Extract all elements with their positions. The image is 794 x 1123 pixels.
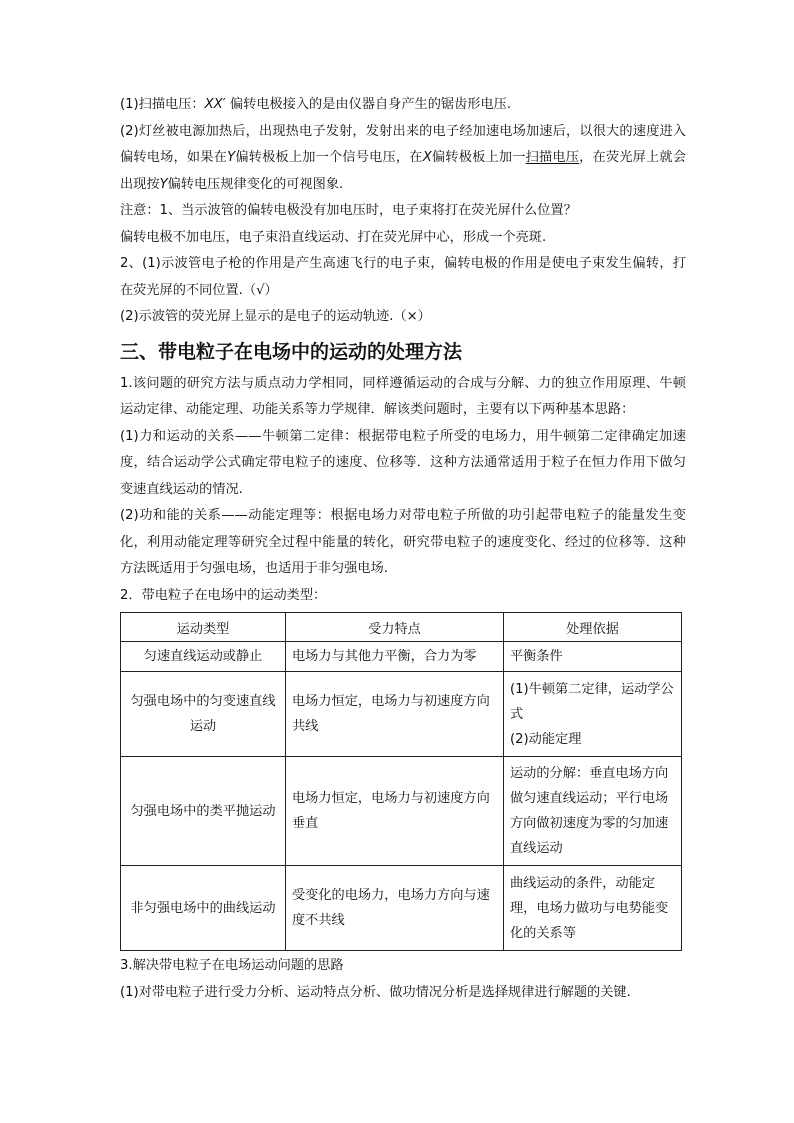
paragraph-judge-1: 2、(1)示波管电子枪的作用是产生高速飞行的电子束，偏转电极的作用是使电子束发生偏转，打在荧光屏的不同位置.（√） [120, 256, 686, 298]
cell-basis: 曲线运动的条件，动能定理，电场力做功与电势能变化的关系等 [504, 866, 682, 951]
paragraph-method: 1.该问题的研究方法与质点动力学相同，同样遵循运动的合成与分解、力的独立作用原理、牛顿运动定律、动能定理、功能关系等力学规律．解该类问题时，主要有以下两种基本思路： [120, 375, 686, 417]
header-cell: 处理依据 [504, 613, 682, 642]
table-row [121, 642, 682, 672]
text: 偏转电压规律变化的可视图象. [167, 176, 344, 192]
paragraph-answer: 偏转电极不加电压，电子束沿直线运动、打在荧光屏中心，形成一个亮斑. [120, 229, 547, 245]
paragraph-approach-1: (1)对带电粒子进行受力分析、运动特点分析、做功情况分析是选择规律进行解题的关键. [120, 984, 631, 1000]
cell-force: 受变化的电场力，电场力方向与速度不共线 [286, 866, 504, 951]
paragraph-filament [120, 119, 686, 199]
table-header-row [121, 613, 682, 642]
cell-type: 非匀强电场中的曲线运动 [121, 866, 286, 951]
section-heading: 三、带电粒子在电场中的运动的处理方法 [120, 340, 463, 363]
cell-type: 匀速直线运动或静止 [121, 642, 286, 672]
paragraph-note: 注意：1、当示波管的偏转电极没有加电压时，电子束将打在荧光屏什么位置？ [120, 203, 577, 218]
paragraph-approach-title: 3.解决带电粒子在电场运动问题的思路 [120, 958, 344, 973]
basis-line: (1)牛顿第二定律，运动学公式 [510, 681, 674, 722]
paragraph-judge-2: (2)示波管的荧光屏上显示的是电子的运动轨迹.（×） [120, 309, 431, 324]
paragraph-work-energy: (2)功和能的关系——动能定理等：根据电场力对带电粒子所做的功引起带电粒子的能量发生变化，利用动能定理等研究全过程中能量的转化，研究带电粒子的速度变化、经过的位移等．这种方法既适用于匀强电场，也适用于非匀强电场. [120, 508, 686, 576]
cell-basis: 平衡条件 [504, 642, 682, 672]
cell-basis: 运动的分解：垂直电场方向做匀速直线运动；平行电场方向做初速度为零的匀加速直线运动 [504, 757, 682, 866]
cell-force: 电场力与其他力平衡，合力为零 [286, 642, 504, 672]
text: ，在荧光屏上就会出现按 [120, 150, 687, 192]
paragraph-scan-voltage [120, 92, 686, 119]
table-row [121, 757, 682, 866]
symbol-x: X [422, 150, 432, 165]
table-row [121, 866, 682, 951]
symbol-y: Y [159, 176, 168, 192]
cell-force: 电场力恒定，电场力与初速度方向垂直 [286, 757, 504, 866]
document-content [120, 92, 686, 1006]
text: (1)扫描电压： [120, 97, 205, 112]
text: 偏转电极接入的是由仪器自身产生的锯齿形电压. [229, 97, 512, 112]
header-cell: 运动类型 [121, 613, 286, 642]
table-row [121, 672, 682, 757]
text: (2)灯丝被电源加热后，出现热电子发射，发射出来的电子经加速电场加速后，以很大的速度进入偏转电场，如果在 [120, 123, 686, 165]
symbol-xx: XX′ [204, 97, 226, 112]
cell-force: 电场力恒定，电场力与初速度方向共线 [286, 672, 504, 757]
cell-type: 匀强电场中的匀变速直线运动 [121, 672, 286, 757]
underlined-term: 扫描电压 [525, 150, 580, 165]
text: 偏转极板上加一个信号电压，在 [235, 150, 423, 165]
header-cell: 受力特点 [286, 613, 504, 642]
basis-line: (2)动能定理 [510, 731, 582, 747]
text: 偏转极板上加一 [431, 150, 526, 165]
paragraph-types-title: 2．带电粒子在电场中的运动类型： [120, 587, 327, 603]
motion-types-table [120, 612, 682, 951]
cell-basis [504, 672, 682, 757]
symbol-y: Y [227, 150, 236, 165]
cell-type: 匀强电场中的类平抛运动 [121, 757, 286, 866]
paragraph-force-motion: (1)力和运动的关系——牛顿第二定律：根据带电粒子所受的电场力，用牛顿第二定律确定加速度，结合运动学公式确定带电粒子的速度、位移等．这种方法通常适用于粒子在恒力作用下做匀变速直线运动的情况. [120, 428, 686, 497]
